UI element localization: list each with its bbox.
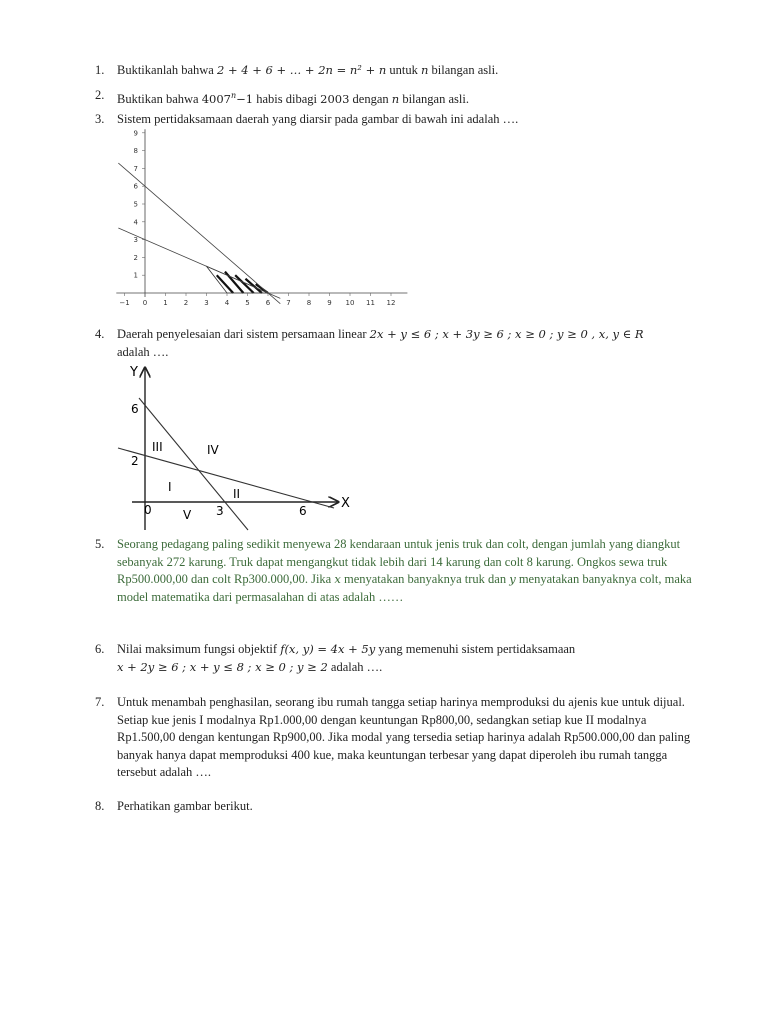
problem-1	[95, 62, 705, 80]
math-exponent: n	[231, 91, 237, 100]
problem-2	[95, 87, 705, 109]
boundary-line-a	[118, 163, 280, 304]
x-tick-label: −1	[119, 299, 130, 307]
math-number: 2003	[320, 92, 350, 107]
x-tick-label: 0	[142, 299, 148, 307]
x-tick-label: 2	[183, 299, 189, 307]
math-expression: 2 + 4 + 6 + … + 2n = n² + n	[216, 63, 387, 77]
problem-text: bilangan asli.	[402, 92, 469, 107]
y-tick-label: 8	[133, 147, 138, 156]
math-system: x + 2y ≥ 6 ; x + y ≤ 8 ; x ≥ 0 ; y ≥ 2	[117, 659, 328, 674]
problem-number: 4.	[95, 327, 105, 341]
line-2x-plus-y-6	[139, 398, 248, 530]
problem-3	[95, 111, 705, 129]
x-mark-3: 3	[216, 504, 224, 518]
x-tick-label: 9	[327, 299, 332, 307]
problem-text: bilangan asli.	[431, 63, 499, 77]
problem-text: dengan	[352, 92, 389, 107]
x-tick-label: 3	[204, 299, 209, 307]
problem-text: adalah ….	[117, 344, 169, 359]
problem-number: 6.	[95, 642, 105, 656]
region-label-II: II	[233, 487, 241, 501]
x-tick-label: 10	[345, 299, 355, 307]
hatch-stroke	[225, 272, 243, 293]
graph-problem-3	[112, 128, 422, 308]
problem-text: Seorang pedagang paling sedikit menyewa 28 kendaraan untuk jenis truk dan colt, dengan jumlah yang diangkut sebanyak 272 karung. Truk dapat mengangkut tidak lebih dari 14 karung dan colt 8 karung. Ongkos sewa truk Rp500.000,00 dan colt Rp300.000,00. Jika	[117, 537, 681, 586]
region-label-I: I	[168, 480, 172, 494]
x-tick-label: 11	[366, 299, 375, 307]
problem-text: Perhatikan gambar berikut.	[117, 799, 253, 813]
x-tick-label: 12	[386, 299, 396, 307]
graph-problem-4	[112, 362, 362, 534]
problem-text: Sistem pertidaksamaan daerah yang diarsir pada gambar di bawah ini adalah ….	[117, 112, 519, 126]
origin-label: 0	[144, 503, 152, 517]
x-tick-label: 7	[286, 299, 291, 307]
x-mark-6: 6	[299, 504, 307, 518]
y-tick-label: 2	[133, 253, 138, 262]
y-tick-label: 5	[133, 200, 138, 209]
math-variable: n	[391, 92, 400, 107]
line-x-plus-3y-6	[118, 448, 334, 508]
x-tick-label: 1	[163, 299, 168, 307]
y-mark-6: 6	[131, 402, 139, 416]
region-label-III: III	[152, 440, 163, 454]
problem-text: habis dibagi	[256, 92, 317, 107]
problem-number: 7.	[95, 695, 105, 709]
problem-text: Untuk menambah penghasilan, seorang ibu rumah tangga setiap harinya memproduksi du ajenis kue untuk dijual. Setiap kue jenis I modalnya Rp1.000,00 dengan keuntungan Rp800,00, sedangkan setiap kue II modalnya Rp1.500,00 dengan kentungan Rp900,00. Jika modal yang tersedia setiap harinya adalah Rp500.000,00 dan paling banyak hanya dapat memproduksi 400 kue, maka keuntungan terbesar yang dapat diperoleh ibu rumah tangga tersebut adalah ….	[117, 695, 691, 779]
problem-text: menyatakan banyaknya colt, maka model matematika dari permasalahan di atas adalah ……	[117, 572, 692, 604]
problem-text: adalah ….	[330, 659, 383, 674]
math-base: 4007	[201, 92, 231, 107]
y-tick-label: 7	[133, 164, 138, 173]
problem-text: Nilai maksimum fungsi objektif	[117, 642, 278, 656]
problem-number: 3.	[95, 112, 105, 126]
region-label-V: V	[183, 508, 192, 522]
boundary-line-b	[118, 228, 280, 298]
y-tick-label: 1	[133, 271, 138, 280]
math-objective: f(x, y) = 4x + 5y	[280, 642, 376, 656]
math-system: 2x + y ≤ 6 ; x + 3y ≥ 6 ; x ≥ 0 ; y ≥ 0 , x, y ∈ R	[369, 327, 644, 341]
math-variable: n	[421, 63, 429, 77]
problem-number: 2.	[95, 88, 105, 102]
problem-number: 1.	[95, 63, 105, 77]
problem-text: yang memenuhi sistem pertidaksamaan	[378, 642, 576, 656]
y-tick-label: 9	[133, 129, 138, 138]
problem-4	[95, 326, 705, 361]
problem-8	[95, 798, 705, 816]
problem-text: Daerah penyelesaian dari sistem persamaan linear	[117, 327, 367, 341]
x-tick-label: 8	[306, 299, 312, 307]
x-tick-label: 5	[245, 299, 250, 307]
x-tick-label: 6	[265, 299, 271, 307]
problem-text: untuk	[389, 63, 418, 77]
axis-label-x: X	[341, 496, 350, 511]
math-variable: x	[334, 572, 341, 586]
y-tick-label: 3	[133, 236, 138, 245]
region-label-IV: IV	[207, 443, 219, 457]
math-variable: y	[509, 572, 516, 586]
y-tick-label: 4	[133, 218, 138, 227]
problem-6	[95, 641, 705, 676]
axis-label-y: Y	[130, 365, 138, 380]
problem-text: menyatakan banyaknya truk dan	[343, 572, 507, 586]
problem-text: Buktikan bahwa	[117, 92, 199, 107]
problem-7	[95, 694, 695, 782]
x-tick-label: 4	[224, 299, 230, 307]
y-mark-2: 2	[131, 454, 139, 468]
problem-5	[95, 536, 695, 606]
problem-number: 5.	[95, 537, 105, 551]
problem-number: 8.	[95, 799, 105, 813]
y-tick-label: 6	[133, 182, 138, 191]
problem-text: Buktikanlah bahwa	[117, 63, 214, 77]
math-tail: −1	[236, 92, 254, 107]
